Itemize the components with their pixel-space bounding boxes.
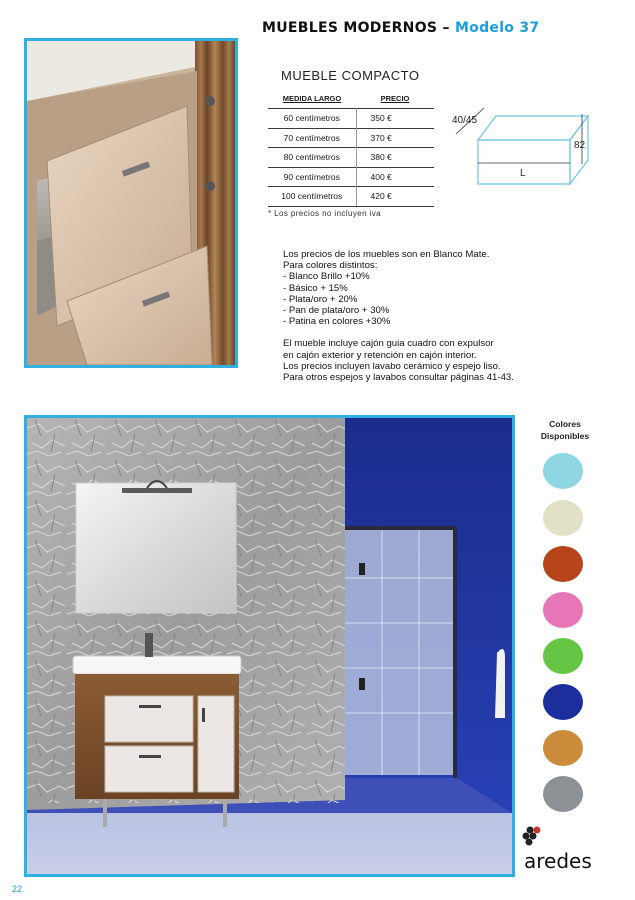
info-line: Los precios incluyen lavabo cerámico y espejo liso. <box>283 360 501 372</box>
info-line: - Plata/oro + 20% <box>283 293 358 305</box>
info-line: Para colores distintos: <box>283 260 378 272</box>
price-cell: 350 € <box>356 109 434 129</box>
info-line: Para otros espejos y lavabos consultar páginas 41-43. <box>283 372 514 384</box>
color-swatch <box>543 453 583 489</box>
logo-dot <box>523 833 530 840</box>
column-header-price: PRECIO <box>380 94 410 103</box>
color-swatch <box>543 638 583 674</box>
height-label: 82 <box>574 140 586 151</box>
length-label: L <box>520 168 526 179</box>
info-text <box>283 249 514 394</box>
size-cell: 60 centímetros <box>268 109 356 129</box>
color-pricing-paragraph <box>283 249 514 327</box>
info-line: - Pan de plata/oro + 30% <box>283 305 390 317</box>
dimension-diagram <box>448 100 598 190</box>
bathroom-photo <box>24 415 515 877</box>
page-header <box>262 20 602 36</box>
color-swatch <box>543 546 583 582</box>
price-footnote: * Los precios no incluyen iva <box>268 209 381 218</box>
depth-label: 40/45 <box>452 115 478 126</box>
price-cell: 380 € <box>356 148 434 168</box>
brand-name: aredes <box>524 849 592 873</box>
table-row <box>268 167 434 187</box>
price-cell: 400 € <box>356 167 434 187</box>
info-line: Los precios de los muebles son en Blanco Mate. <box>283 249 490 260</box>
info-line: en cajón exterior y retención en cajón interior. <box>283 349 477 361</box>
drawer-detail-photo <box>24 38 238 368</box>
colors-label-line: Disponibles <box>540 431 590 441</box>
price-cell: 370 € <box>356 128 434 148</box>
header-title: MUEBLES MODERNOS – <box>262 20 455 36</box>
table-row <box>268 187 434 207</box>
logo-dot <box>534 827 541 834</box>
logo-dot <box>526 839 533 846</box>
size-cell: 70 centímetros <box>268 128 356 148</box>
size-cell: 80 centímetros <box>268 148 356 168</box>
page-number: 22 <box>12 884 23 894</box>
logo-dot <box>530 833 537 840</box>
features-paragraph <box>283 338 514 383</box>
colors-label-line: Colores <box>549 419 581 429</box>
table-row <box>268 148 434 168</box>
color-swatch <box>543 776 583 812</box>
table-row <box>268 109 434 129</box>
color-swatch <box>543 730 583 766</box>
info-line: El mueble incluye cajón guia cuadro con expulsor <box>283 338 494 350</box>
color-swatch <box>543 684 583 720</box>
column-header-size: MEDIDA LARGO <box>282 94 342 103</box>
header-model: Modelo 37 <box>454 20 540 36</box>
logo-dot <box>527 827 534 834</box>
color-swatch <box>543 592 583 628</box>
color-swatch <box>543 500 583 536</box>
colors-available-label <box>530 418 600 442</box>
table-row <box>268 128 434 148</box>
brand-logo <box>520 822 615 874</box>
info-line: - Básico + 15% <box>283 282 348 294</box>
price-cell: 420 € <box>356 187 434 207</box>
size-cell: 90 centímetros <box>268 167 356 187</box>
size-cell: 100 centímetros <box>268 187 356 207</box>
price-table <box>268 92 434 207</box>
info-line: - Blanco Brillo +10% <box>283 271 370 283</box>
info-line: - Patina en colores +30% <box>283 316 391 328</box>
product-subtitle: MUEBLE COMPACTO <box>281 68 420 83</box>
